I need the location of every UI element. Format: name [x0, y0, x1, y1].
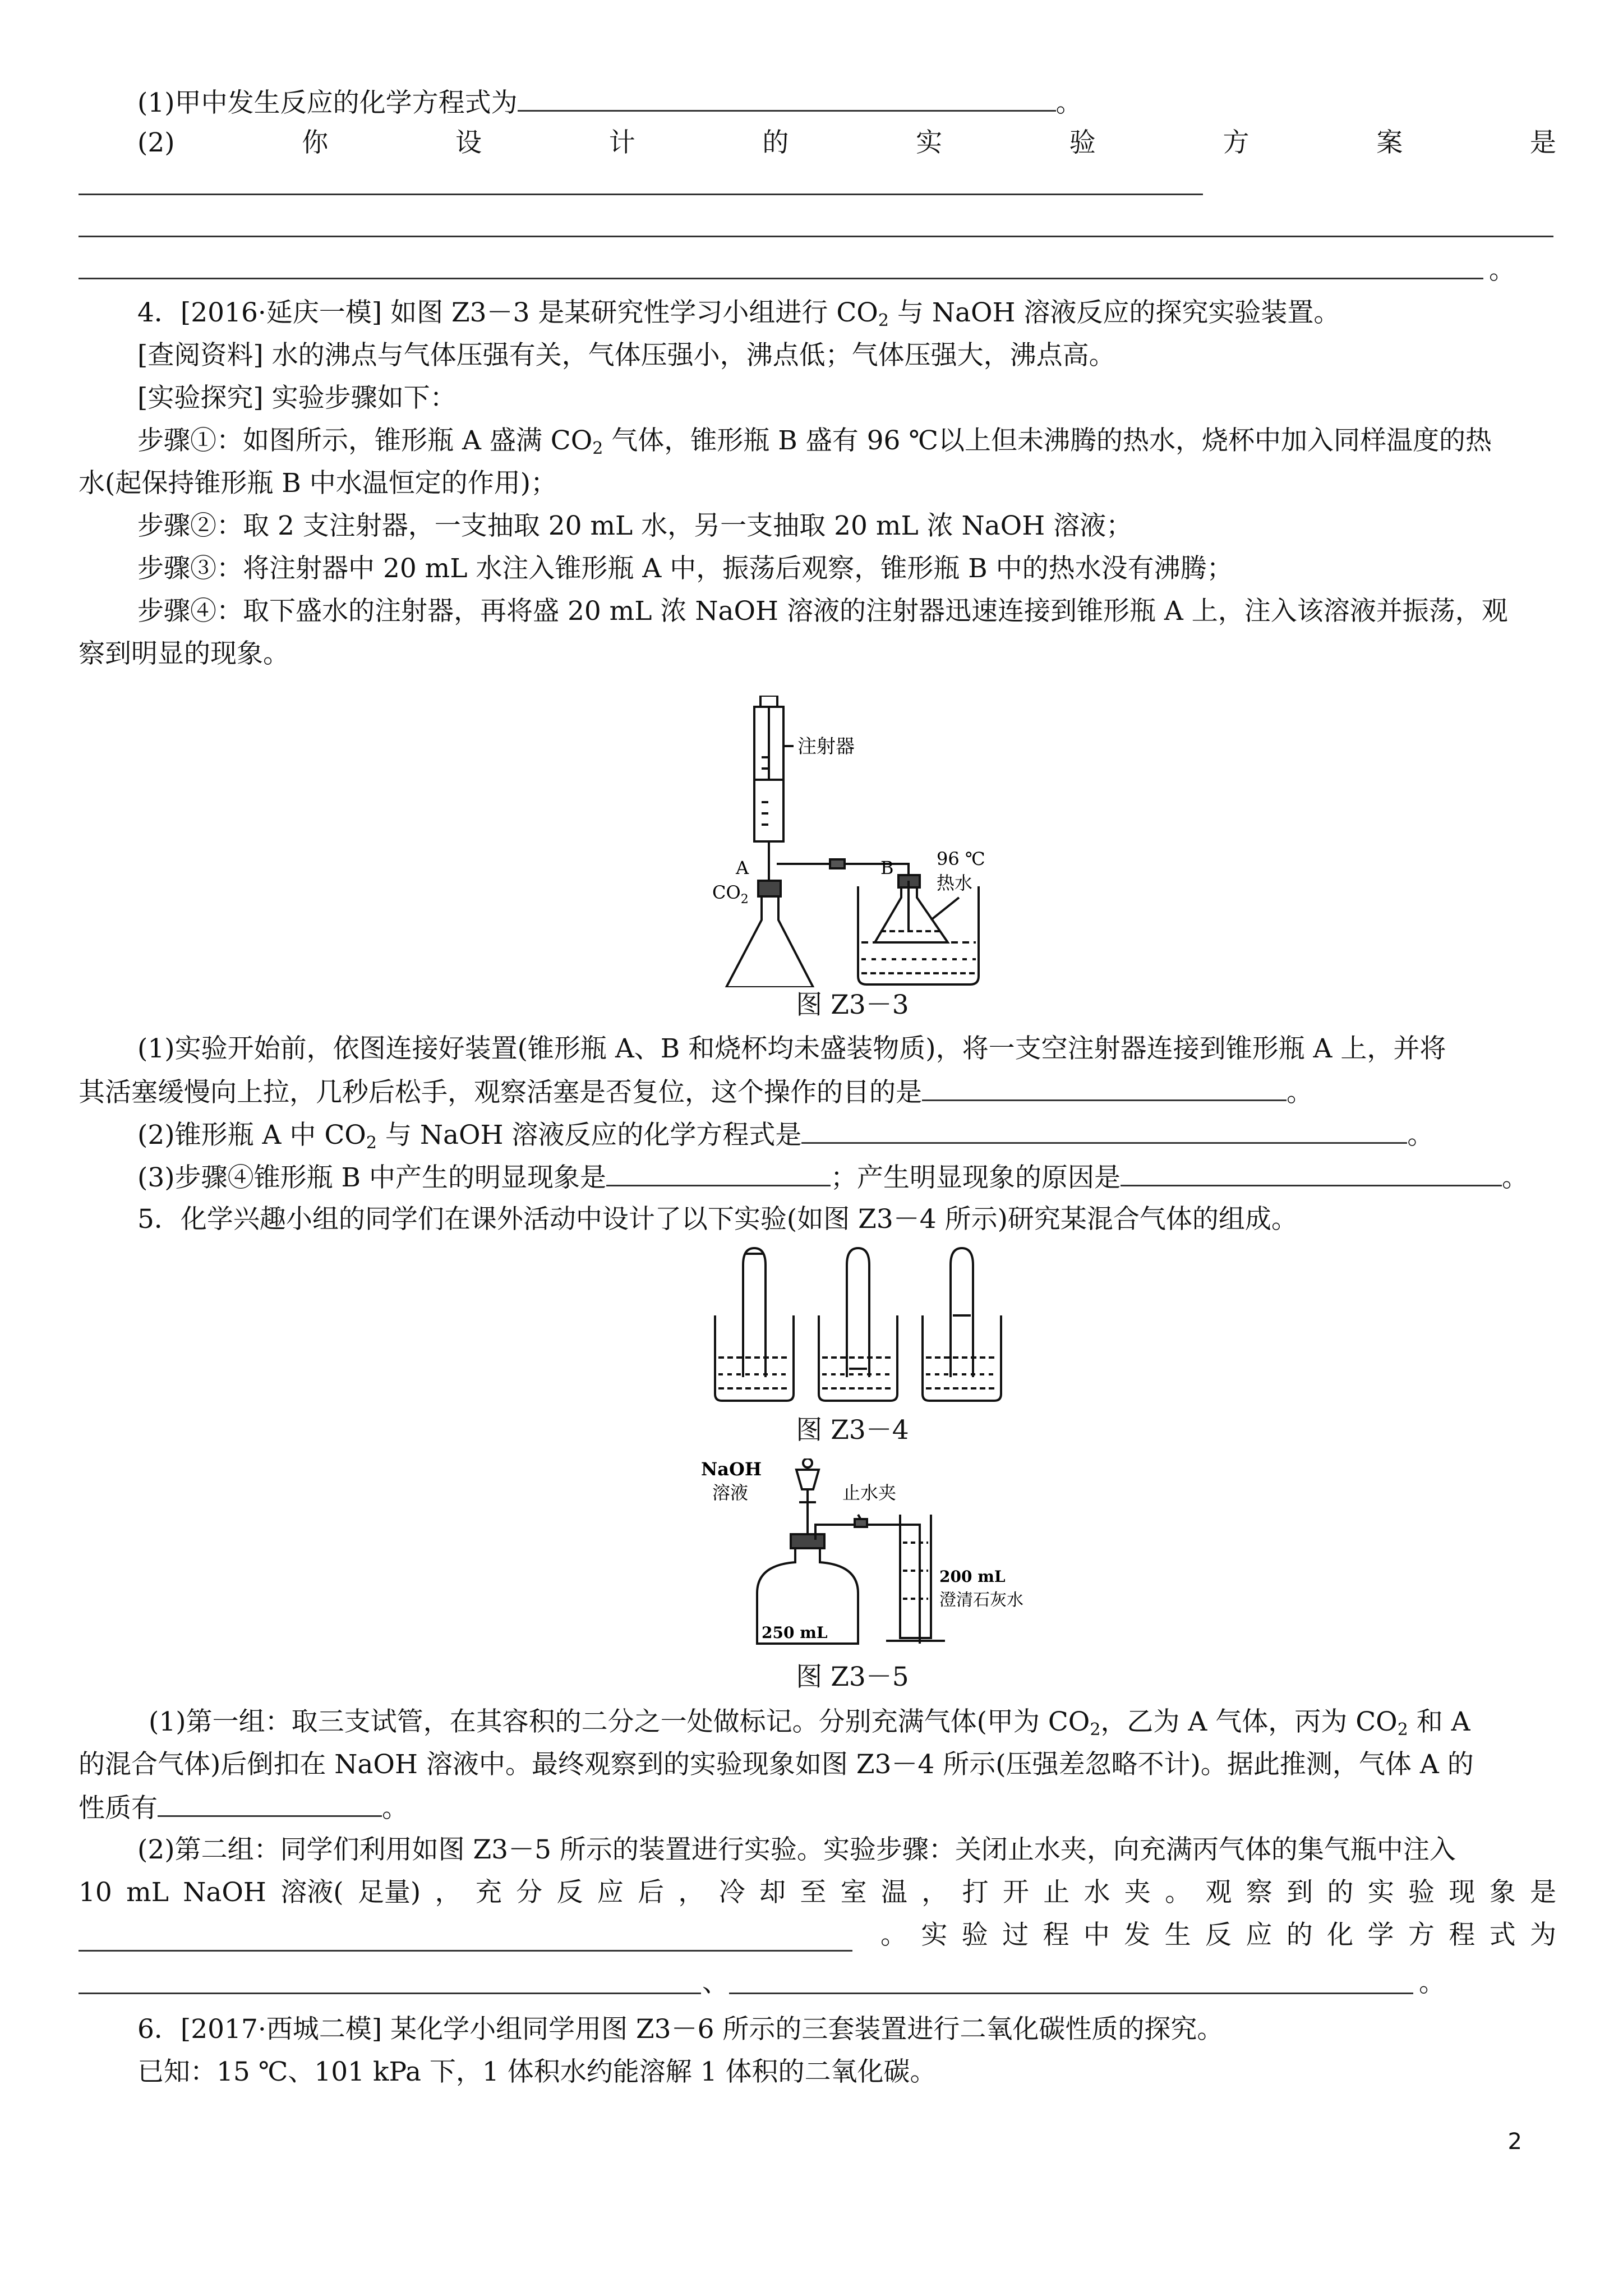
q3-part2: [137, 126, 1556, 160]
q5-g2-line2-char: 的: [1327, 1877, 1354, 1908]
q4-step2: 步骤②：取 2 支注射器，一支抽取 20 mL 水，另一支抽取 20 mL 浓 NaOH 溶液；: [137, 510, 1133, 541]
bottle-volume-label: 250 mL: [762, 1623, 828, 1642]
measuring-cylinder: [900, 1515, 931, 1638]
q5-g2-line3-char: 。: [880, 1920, 907, 1950]
q4-p1: (1)实验开始前，依图连接好装置(锥形瓶 A、B 和烧杯均未盛装物质)，将一支空注射器连接到锥形瓶 A 上，并将: [137, 1033, 1446, 1064]
q5-g2-line2-char: mL: [126, 1877, 169, 1908]
q3-part2-char: 实: [916, 127, 943, 158]
q5-g2-line2-char: 冷: [718, 1877, 745, 1908]
q5-g2-line3-char: 实: [921, 1920, 948, 1950]
q6-known: 已知：15 ℃、101 kPa 下，1 体积水约能溶解 1 体积的二氧化碳。: [137, 2056, 937, 2087]
q5-header: 5．化学兴趣小组的同学们在课外活动中设计了以下实验(如图 Z3－4 所示)研究某混合气体的组成。: [137, 1204, 1298, 1235]
answer-blank[interactable]: [79, 1993, 701, 1994]
co2-label: $CO_2$: [712, 882, 749, 907]
q3-part1: (1)甲中发生反应的化学方程式为 。: [137, 85, 1082, 120]
q5-g2-line2-char: 却: [759, 1877, 786, 1908]
q5-g2-line3-char: 程: [1043, 1920, 1069, 1950]
answer-blank[interactable]: [79, 194, 1203, 195]
q3-part2-end: 。: [1489, 255, 1515, 286]
q3-part2-char: 计: [608, 127, 635, 158]
q5-g2-sep: 、: [702, 1967, 728, 1998]
q5-g2-line2-char: 止: [1043, 1877, 1070, 1908]
q4-p1-cont: 其活塞缓慢向上拉，几秒后松手，观察活塞是否复位，这个操作的目的是 。: [79, 1075, 1313, 1110]
q5-g2-line3-char: 化: [1327, 1920, 1354, 1950]
q5-g2-line2-char: 现: [1449, 1877, 1476, 1908]
q3-part2-char: 案: [1376, 127, 1403, 158]
q6-header: 6．[2017·西城二模] 某化学小组同学用图 Z3－6 所示的三套装置进行二氧化碳性质的探究。: [137, 2014, 1224, 2045]
flask-b-label: B: [880, 857, 894, 878]
q3-part2-char: 的: [762, 127, 789, 158]
q4-reference: [查阅资料] 水的沸点与气体压强有关，气体压强小，沸点低；气体压强大，沸点高。: [137, 340, 1115, 371]
answer-blank[interactable]: [1121, 1160, 1502, 1186]
q5-g2-line2: [79, 1876, 1556, 1910]
q5-g2-line2-char: 。: [1165, 1877, 1192, 1908]
q4-step1: 步骤①：如图所示，锥形瓶 A 盛满 $CO_2$ 气体，锥形瓶 B 盛有 96 ℃以上但未沸腾的热水，烧杯中加入同样温度的热: [137, 425, 1492, 458]
answer-blank[interactable]: [729, 1993, 1413, 1994]
q5-g2-line2-char: 验: [1408, 1877, 1435, 1908]
q5-g2-end: 。: [1419, 1967, 1445, 1998]
q5-g2-line2-char: 足量): [357, 1877, 421, 1908]
q5-g2-line3-char: 程: [1449, 1920, 1476, 1950]
cylinder-volume-label: 200 mL: [939, 1567, 1006, 1586]
q5-g2-line3-char: 的: [1286, 1920, 1313, 1950]
test-tube-set: [715, 1248, 794, 1401]
q5-g2-line2-char: 温: [880, 1877, 907, 1908]
q5-g2-line2-char: 夹: [1124, 1877, 1151, 1908]
syringe-label: 注射器: [797, 735, 855, 758]
q5-g2-line3-char: 学: [1367, 1920, 1394, 1950]
answer-blank[interactable]: [79, 1950, 852, 1952]
q4-step4: 步骤④：取下盛水的注射器，再将盛 20 mL 浓 NaOH 溶液的注射器迅速连接到锥形瓶 A 上，注入该溶液并振荡，观: [137, 596, 1508, 627]
answer-blank[interactable]: [79, 236, 1553, 237]
q5-g2-line2-char: 后: [638, 1877, 665, 1908]
q4-p2: (2)锥形瓶 A 中 $CO_2$ 与 NaOH 溶液反应的化学方程式是 。: [137, 1117, 1433, 1152]
q5-g2-line2-char: 是: [1529, 1877, 1556, 1908]
figure-z3-4-caption: 图 Z3－4: [796, 1415, 909, 1446]
answer-blank[interactable]: [158, 1791, 382, 1817]
q5-g2-line3-char: 式: [1489, 1920, 1516, 1950]
q3-part2-char: 设: [455, 127, 482, 158]
q4-p3: (3)步骤④锥形瓶 B 中产生的明显现象是 ；产生明显现象的原因是 。: [137, 1160, 1528, 1195]
temp-label: 96 ℃: [937, 848, 985, 869]
answer-blank[interactable]: [801, 1117, 1407, 1144]
q5-g2-line2-char: 象: [1489, 1877, 1516, 1908]
figure-z3-3-caption: 图 Z3－3: [796, 990, 909, 1020]
q5-g2-line3-char: 发: [1124, 1920, 1151, 1950]
q5-g2-line2-char: 溶液(: [280, 1877, 344, 1908]
q5-g2-line2-char: 室: [840, 1877, 867, 1908]
q5-g2-line2-char: 至: [800, 1877, 827, 1908]
q5-g2-line2-char: ，: [921, 1877, 948, 1908]
q3-part1-text: (1)甲中发生反应的化学方程式为: [137, 88, 518, 118]
naoh-label: NaOH: [701, 1458, 762, 1480]
q5-g2-line2-char: 实: [1367, 1877, 1394, 1908]
q3-part2-char: 你: [302, 127, 329, 158]
answer-blank[interactable]: [606, 1160, 831, 1186]
q5-g2-line2-char: 分: [516, 1877, 543, 1908]
q5-g2-line3-char: 验: [961, 1920, 988, 1950]
q4-explore: [实验探究] 实验步骤如下：: [137, 383, 457, 413]
q3-part2-char: 是: [1529, 127, 1556, 158]
q4-step1-cont: 水(起保持锥形瓶 B 中水温恒定的作用)；: [79, 468, 557, 499]
q5-g2-line2-char: 观: [1205, 1877, 1232, 1908]
q5-g2-line2-char: 察: [1246, 1877, 1272, 1908]
q5-g2-line2-char: 应: [597, 1877, 624, 1908]
q3-part2-char: (2): [137, 127, 175, 158]
figure-z3-5: [695, 1458, 1043, 1649]
flask-a-label: A: [736, 857, 749, 878]
clamp-label: 止水夹: [842, 1482, 897, 1503]
q5-g2-line3-char: 中: [1083, 1920, 1110, 1950]
answer-blank[interactable]: [518, 85, 1056, 112]
q5-g2-line2-char: 充: [475, 1877, 502, 1908]
q5-g2-line2-char: 开: [1002, 1877, 1029, 1908]
q5-g2-line3-char: 应: [1246, 1920, 1272, 1950]
q5-g2-line3-char: 为: [1530, 1920, 1556, 1950]
q4-header: 4．[2016·延庆一模] 如图 Z3－3 是某研究性学习小组进行 $CO_2$ 与 NaOH 溶液反应的探究实验装置。: [137, 297, 1340, 330]
q5-g2-line3-char: 方: [1408, 1920, 1435, 1950]
answer-blank[interactable]: [922, 1075, 1287, 1101]
q5-g1-cont2: 性质有 。: [79, 1791, 408, 1825]
q5-g2-line3: [880, 1918, 1556, 1952]
figure-z3-5-caption: 图 Z3－5: [796, 1662, 909, 1692]
q5-g2-line2-char: ，: [435, 1877, 462, 1908]
flask-a: [726, 896, 813, 987]
q5-g1: (1)第一组：取三支试管，在其容积的二分之一处做标记。分别充满气体(甲为 $CO_2$，乙为 A 气体，丙为 $CO_2$ 和 A: [149, 1706, 1470, 1740]
q5-g2-line2-char: NaOH: [183, 1877, 266, 1908]
solution-label: 溶液: [712, 1482, 749, 1503]
q5-g2-line2-char: ，: [678, 1877, 705, 1908]
answer-blank[interactable]: [79, 278, 1483, 279]
q5-g1-cont: 的混合气体)后倒扣在 NaOH 溶液中。最终观察到的实验现象如图 Z3－4 所示(压强差忽略不计)。据此推测，气体 A 的: [79, 1749, 1474, 1780]
page-number: 2: [1507, 2129, 1522, 2155]
q4-step4-cont: 察到明显的现象。: [79, 638, 289, 669]
hot-water-label: 热水: [937, 872, 973, 894]
q5-g2-line2-char: 反: [556, 1877, 583, 1908]
separatory-funnel: [796, 1470, 819, 1489]
q5-g2-line3-char: 生: [1164, 1920, 1191, 1950]
figure-z3-4: [709, 1243, 1012, 1405]
q5-g2-line3-char: 反: [1205, 1920, 1232, 1950]
q5-g2-line2-char: 打: [962, 1877, 989, 1908]
q5-g2-line2-char: 10: [79, 1877, 112, 1908]
figure-z3-3: [695, 696, 1009, 987]
limewater-label: 澄清石灰水: [939, 1590, 1023, 1610]
q5-g2-line2-char: 到: [1287, 1877, 1313, 1908]
q4-step3: 步骤③：将注射器中 20 mL 水注入锥形瓶 A 中，振荡后观察，锥形瓶 B 中的热水没有沸腾；: [137, 553, 1233, 584]
q5-g2: (2)第二组：同学们利用如图 Z3－5 所示的装置进行实验。实验步骤：关闭止水夹，向充满丙气体的集气瓶中注入: [137, 1834, 1456, 1865]
q3-part2-char: 验: [1069, 127, 1096, 158]
q5-g2-line2-char: 水: [1083, 1877, 1110, 1908]
q5-g2-line3-char: 过: [1002, 1920, 1029, 1950]
q3-part2-char: 方: [1223, 127, 1249, 158]
